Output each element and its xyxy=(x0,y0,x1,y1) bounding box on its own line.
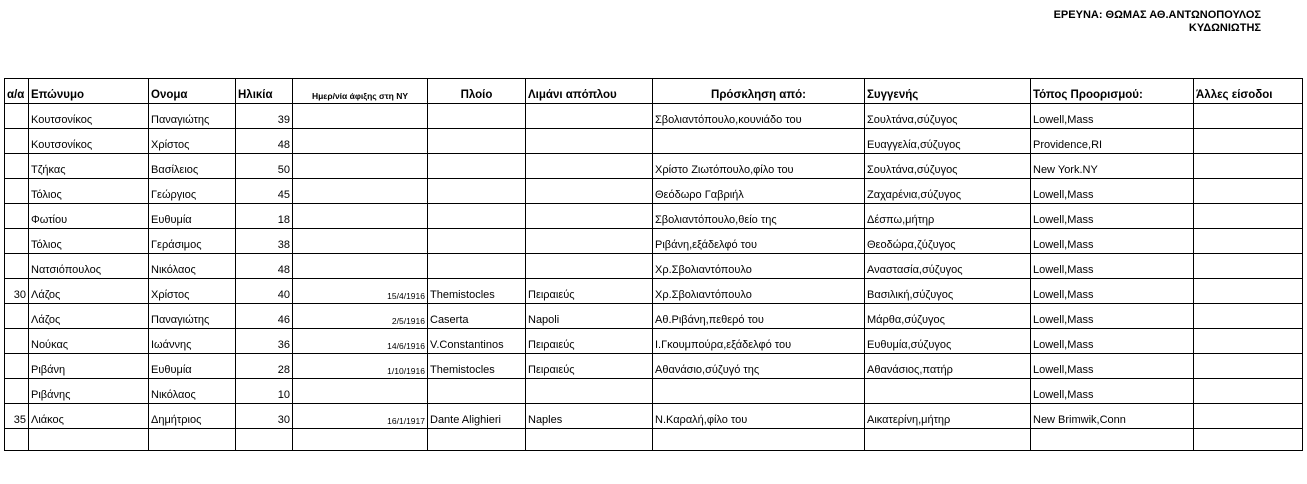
cell-age: 40 xyxy=(236,279,293,304)
cell-aa xyxy=(5,229,29,254)
cell-aa xyxy=(5,354,29,379)
cell-surname: Λιάκος xyxy=(29,404,149,429)
table-row xyxy=(5,154,1303,179)
cell-arrival: 14/6/1916 xyxy=(293,329,428,354)
cell-age: 18 xyxy=(236,204,293,229)
cell-invite: Ι.Γκουμπούρα,εξάδελφό του xyxy=(653,329,865,354)
cell-relative: Ζαχαρένια,σύζυγος xyxy=(865,179,1031,204)
cell-dest: New York.NY xyxy=(1031,154,1194,179)
cell-aa: 35 xyxy=(5,404,29,429)
cell-other xyxy=(1194,129,1303,154)
cell-arrival: 2/5/1916 xyxy=(293,304,428,329)
cell-relative: Δέσπω,μήτηρ xyxy=(865,204,1031,229)
cell-dest: Lowell,Mass xyxy=(1031,329,1194,354)
table-row xyxy=(5,129,1303,154)
cell-arrival xyxy=(293,229,428,254)
cell-port xyxy=(526,379,653,404)
cell-name: Ιωάννης xyxy=(149,329,236,354)
cell-invite: Αθ.Ριβάνη,πεθερό του xyxy=(653,304,865,329)
empty-cell xyxy=(653,429,865,451)
cell-name: Χρίστος xyxy=(149,279,236,304)
cell-name: Νικόλαος xyxy=(149,254,236,279)
col-header-relative: Συγγενής xyxy=(865,79,1031,104)
cell-port xyxy=(526,129,653,154)
cell-arrival: 15/4/1916 xyxy=(293,279,428,304)
cell-invite: Χρίστο Ζιωτόπουλο,φίλο του xyxy=(653,154,865,179)
research-credit-line-1: ΕΡΕΥΝΑ: ΘΩΜΑΣ ΑΘ.ΑΝΤΩΝΟΠΟΥΛΟΣ xyxy=(1053,9,1261,21)
cell-relative: Ευαγγελία,σύζυγος xyxy=(865,129,1031,154)
cell-age: 36 xyxy=(236,329,293,354)
cell-arrival xyxy=(293,204,428,229)
cell-arrival: 16/1/1917 xyxy=(293,404,428,429)
cell-ship: Themistocles xyxy=(428,354,526,379)
cell-ship xyxy=(428,129,526,154)
cell-name: Ευθυμία xyxy=(149,204,236,229)
cell-name: Γεράσιμος xyxy=(149,229,236,254)
cell-name: Γεώργιος xyxy=(149,179,236,204)
cell-dest: Lowell,Mass xyxy=(1031,304,1194,329)
empty-cell xyxy=(1194,429,1303,451)
cell-aa xyxy=(5,329,29,354)
cell-port xyxy=(526,204,653,229)
table-row xyxy=(5,404,1303,429)
cell-age: 48 xyxy=(236,254,293,279)
cell-surname: Κουτσονίκος xyxy=(29,129,149,154)
cell-port: Πειραιεύς xyxy=(526,354,653,379)
cell-invite: Θεόδωρο Γαβριήλ xyxy=(653,179,865,204)
cell-port xyxy=(526,154,653,179)
table-row xyxy=(5,204,1303,229)
empty-cell xyxy=(149,429,236,451)
cell-aa xyxy=(5,254,29,279)
cell-invite: Ριβάνη,εξάδελφό του xyxy=(653,229,865,254)
cell-other xyxy=(1194,279,1303,304)
cell-ship xyxy=(428,229,526,254)
table-row xyxy=(5,179,1303,204)
cell-other xyxy=(1194,204,1303,229)
empty-cell xyxy=(526,429,653,451)
table-row xyxy=(5,229,1303,254)
cell-invite: Σβολιαντόπουλο,θείο της xyxy=(653,204,865,229)
cell-port xyxy=(526,104,653,129)
cell-name: Χρίστος xyxy=(149,129,236,154)
table-row xyxy=(5,354,1303,379)
cell-arrival: 1/10/1916 xyxy=(293,354,428,379)
cell-ship xyxy=(428,204,526,229)
cell-age: 45 xyxy=(236,179,293,204)
cell-dest: Lowell,Mass xyxy=(1031,254,1194,279)
cell-name: Νικόλαος xyxy=(149,379,236,404)
cell-port: Πειραιεύς xyxy=(526,279,653,304)
empty-cell xyxy=(236,429,293,451)
cell-dest: Lowell,Mass xyxy=(1031,379,1194,404)
cell-dest: Lowell,Mass xyxy=(1031,229,1194,254)
cell-age: 30 xyxy=(236,404,293,429)
cell-other xyxy=(1194,254,1303,279)
empty-cell xyxy=(865,429,1031,451)
empty-table-row xyxy=(5,429,1303,451)
cell-other xyxy=(1194,229,1303,254)
cell-aa xyxy=(5,104,29,129)
cell-aa xyxy=(5,129,29,154)
cell-dest: New Brimwik,Conn xyxy=(1031,404,1194,429)
cell-dest: Lowell,Mass xyxy=(1031,279,1194,304)
cell-other xyxy=(1194,354,1303,379)
cell-port xyxy=(526,229,653,254)
cell-ship: Caserta xyxy=(428,304,526,329)
cell-ship xyxy=(428,104,526,129)
empty-cell xyxy=(1031,429,1194,451)
empty-cell xyxy=(293,429,428,451)
cell-age: 28 xyxy=(236,354,293,379)
cell-name: Βασίλειος xyxy=(149,154,236,179)
cell-age: 10 xyxy=(236,379,293,404)
table-row xyxy=(5,254,1303,279)
cell-other xyxy=(1194,154,1303,179)
col-header-surname: Επώνυμο xyxy=(29,79,149,104)
cell-invite xyxy=(653,129,865,154)
cell-relative: Θεοδώρα,ζύζυγος xyxy=(865,229,1031,254)
cell-aa xyxy=(5,304,29,329)
research-credit-line-2: ΚΥΔΩΝΙΩΤΗΣ xyxy=(1188,22,1261,34)
cell-other xyxy=(1194,379,1303,404)
cell-surname: Λάζος xyxy=(29,279,149,304)
cell-other xyxy=(1194,179,1303,204)
cell-arrival xyxy=(293,154,428,179)
cell-invite: Σβολιαντόπουλο,κουνιάδο του xyxy=(653,104,865,129)
col-header-name: Ονομα xyxy=(149,79,236,104)
table-row xyxy=(5,279,1303,304)
cell-age: 38 xyxy=(236,229,293,254)
empty-cell xyxy=(428,429,526,451)
cell-age: 48 xyxy=(236,129,293,154)
cell-ship: V.Constantinos xyxy=(428,329,526,354)
col-header-ship: Πλοίο xyxy=(428,79,526,104)
cell-dest: Lowell,Mass xyxy=(1031,104,1194,129)
cell-other xyxy=(1194,329,1303,354)
cell-surname: Λάζος xyxy=(29,304,149,329)
cell-name: Δημήτριος xyxy=(149,404,236,429)
empty-cell xyxy=(5,429,29,451)
cell-arrival xyxy=(293,104,428,129)
cell-relative: Βασιλική,σύζυγος xyxy=(865,279,1031,304)
cell-surname: Νούκας xyxy=(29,329,149,354)
cell-name: Παναγιώτης xyxy=(149,104,236,129)
cell-aa xyxy=(5,204,29,229)
cell-surname: Κουτσονίκος xyxy=(29,104,149,129)
cell-relative: Μάρθα,σύζυγος xyxy=(865,304,1031,329)
cell-dest: Lowell,Mass xyxy=(1031,354,1194,379)
cell-ship xyxy=(428,154,526,179)
cell-port: Πειραιεύς xyxy=(526,329,653,354)
cell-relative: Αικατερίνη,μήτηρ xyxy=(865,404,1031,429)
cell-surname: Τόλιος xyxy=(29,229,149,254)
cell-surname: Τόλιος xyxy=(29,179,149,204)
immigrant-register-table xyxy=(4,78,1303,451)
cell-arrival xyxy=(293,129,428,154)
cell-surname: Ριβάνη xyxy=(29,354,149,379)
cell-aa xyxy=(5,379,29,404)
cell-other xyxy=(1194,304,1303,329)
cell-age: 46 xyxy=(236,304,293,329)
cell-relative: Ευθυμία,σύζυγος xyxy=(865,329,1031,354)
col-header-destination: Τόπος Προορισμού: xyxy=(1031,79,1194,104)
cell-name: Ευθυμία xyxy=(149,354,236,379)
cell-relative xyxy=(865,379,1031,404)
cell-other xyxy=(1194,404,1303,429)
cell-aa xyxy=(5,179,29,204)
cell-surname: Τζήκας xyxy=(29,154,149,179)
cell-age: 39 xyxy=(236,104,293,129)
cell-aa xyxy=(5,154,29,179)
cell-invite: Χρ.Σβολιαντόπουλο xyxy=(653,254,865,279)
cell-dest: Providence,RI xyxy=(1031,129,1194,154)
table-row xyxy=(5,379,1303,404)
cell-ship: Dante Alighieri xyxy=(428,404,526,429)
cell-ship: Themistocles xyxy=(428,279,526,304)
cell-dest: Lowell,Mass xyxy=(1031,204,1194,229)
cell-name: Παναγιώτης xyxy=(149,304,236,329)
cell-invite: Ν.Καραλή,φίλο του xyxy=(653,404,865,429)
cell-port: Napoli xyxy=(526,304,653,329)
cell-surname: Φωτίου xyxy=(29,204,149,229)
empty-cell xyxy=(29,429,149,451)
table-row xyxy=(5,304,1303,329)
col-header-invite: Πρόσκληση από: xyxy=(653,79,865,104)
cell-port xyxy=(526,179,653,204)
table-row xyxy=(5,104,1303,129)
cell-invite xyxy=(653,379,865,404)
col-header-port: Λιμάνι απόπλου xyxy=(526,79,653,104)
cell-aa: 30 xyxy=(5,279,29,304)
cell-age: 50 xyxy=(236,154,293,179)
col-header-arrival: Ημερ/νία άφιξης στη ΝΥ xyxy=(293,79,428,104)
cell-ship xyxy=(428,254,526,279)
research-credit xyxy=(1054,9,1261,35)
cell-relative: Σουλτάνα,σύζυγος xyxy=(865,104,1031,129)
cell-relative: Αναστασία,σύζυγος xyxy=(865,254,1031,279)
col-header-other-entries: Άλλες είσοδοι xyxy=(1194,79,1303,104)
cell-other xyxy=(1194,104,1303,129)
cell-arrival xyxy=(293,379,428,404)
cell-port: Naples xyxy=(526,404,653,429)
cell-arrival xyxy=(293,179,428,204)
cell-ship xyxy=(428,379,526,404)
cell-invite: Χρ.Σβολιαντόπουλο xyxy=(653,279,865,304)
cell-surname: Ριβάνης xyxy=(29,379,149,404)
cell-port xyxy=(526,254,653,279)
cell-surname: Νατσιόπουλος xyxy=(29,254,149,279)
cell-relative: Σουλτάνα,σύζυγος xyxy=(865,154,1031,179)
cell-relative: Αθανάσιος,πατήρ xyxy=(865,354,1031,379)
table-row xyxy=(5,329,1303,354)
cell-invite: Αθανάσιο,σύζυγό της xyxy=(653,354,865,379)
cell-ship xyxy=(428,179,526,204)
cell-dest: Lowell,Mass xyxy=(1031,179,1194,204)
table-header-row xyxy=(5,79,1303,104)
col-header-age: Ηλικία xyxy=(236,79,293,104)
col-header-aa: α/α xyxy=(5,79,29,104)
cell-arrival xyxy=(293,254,428,279)
